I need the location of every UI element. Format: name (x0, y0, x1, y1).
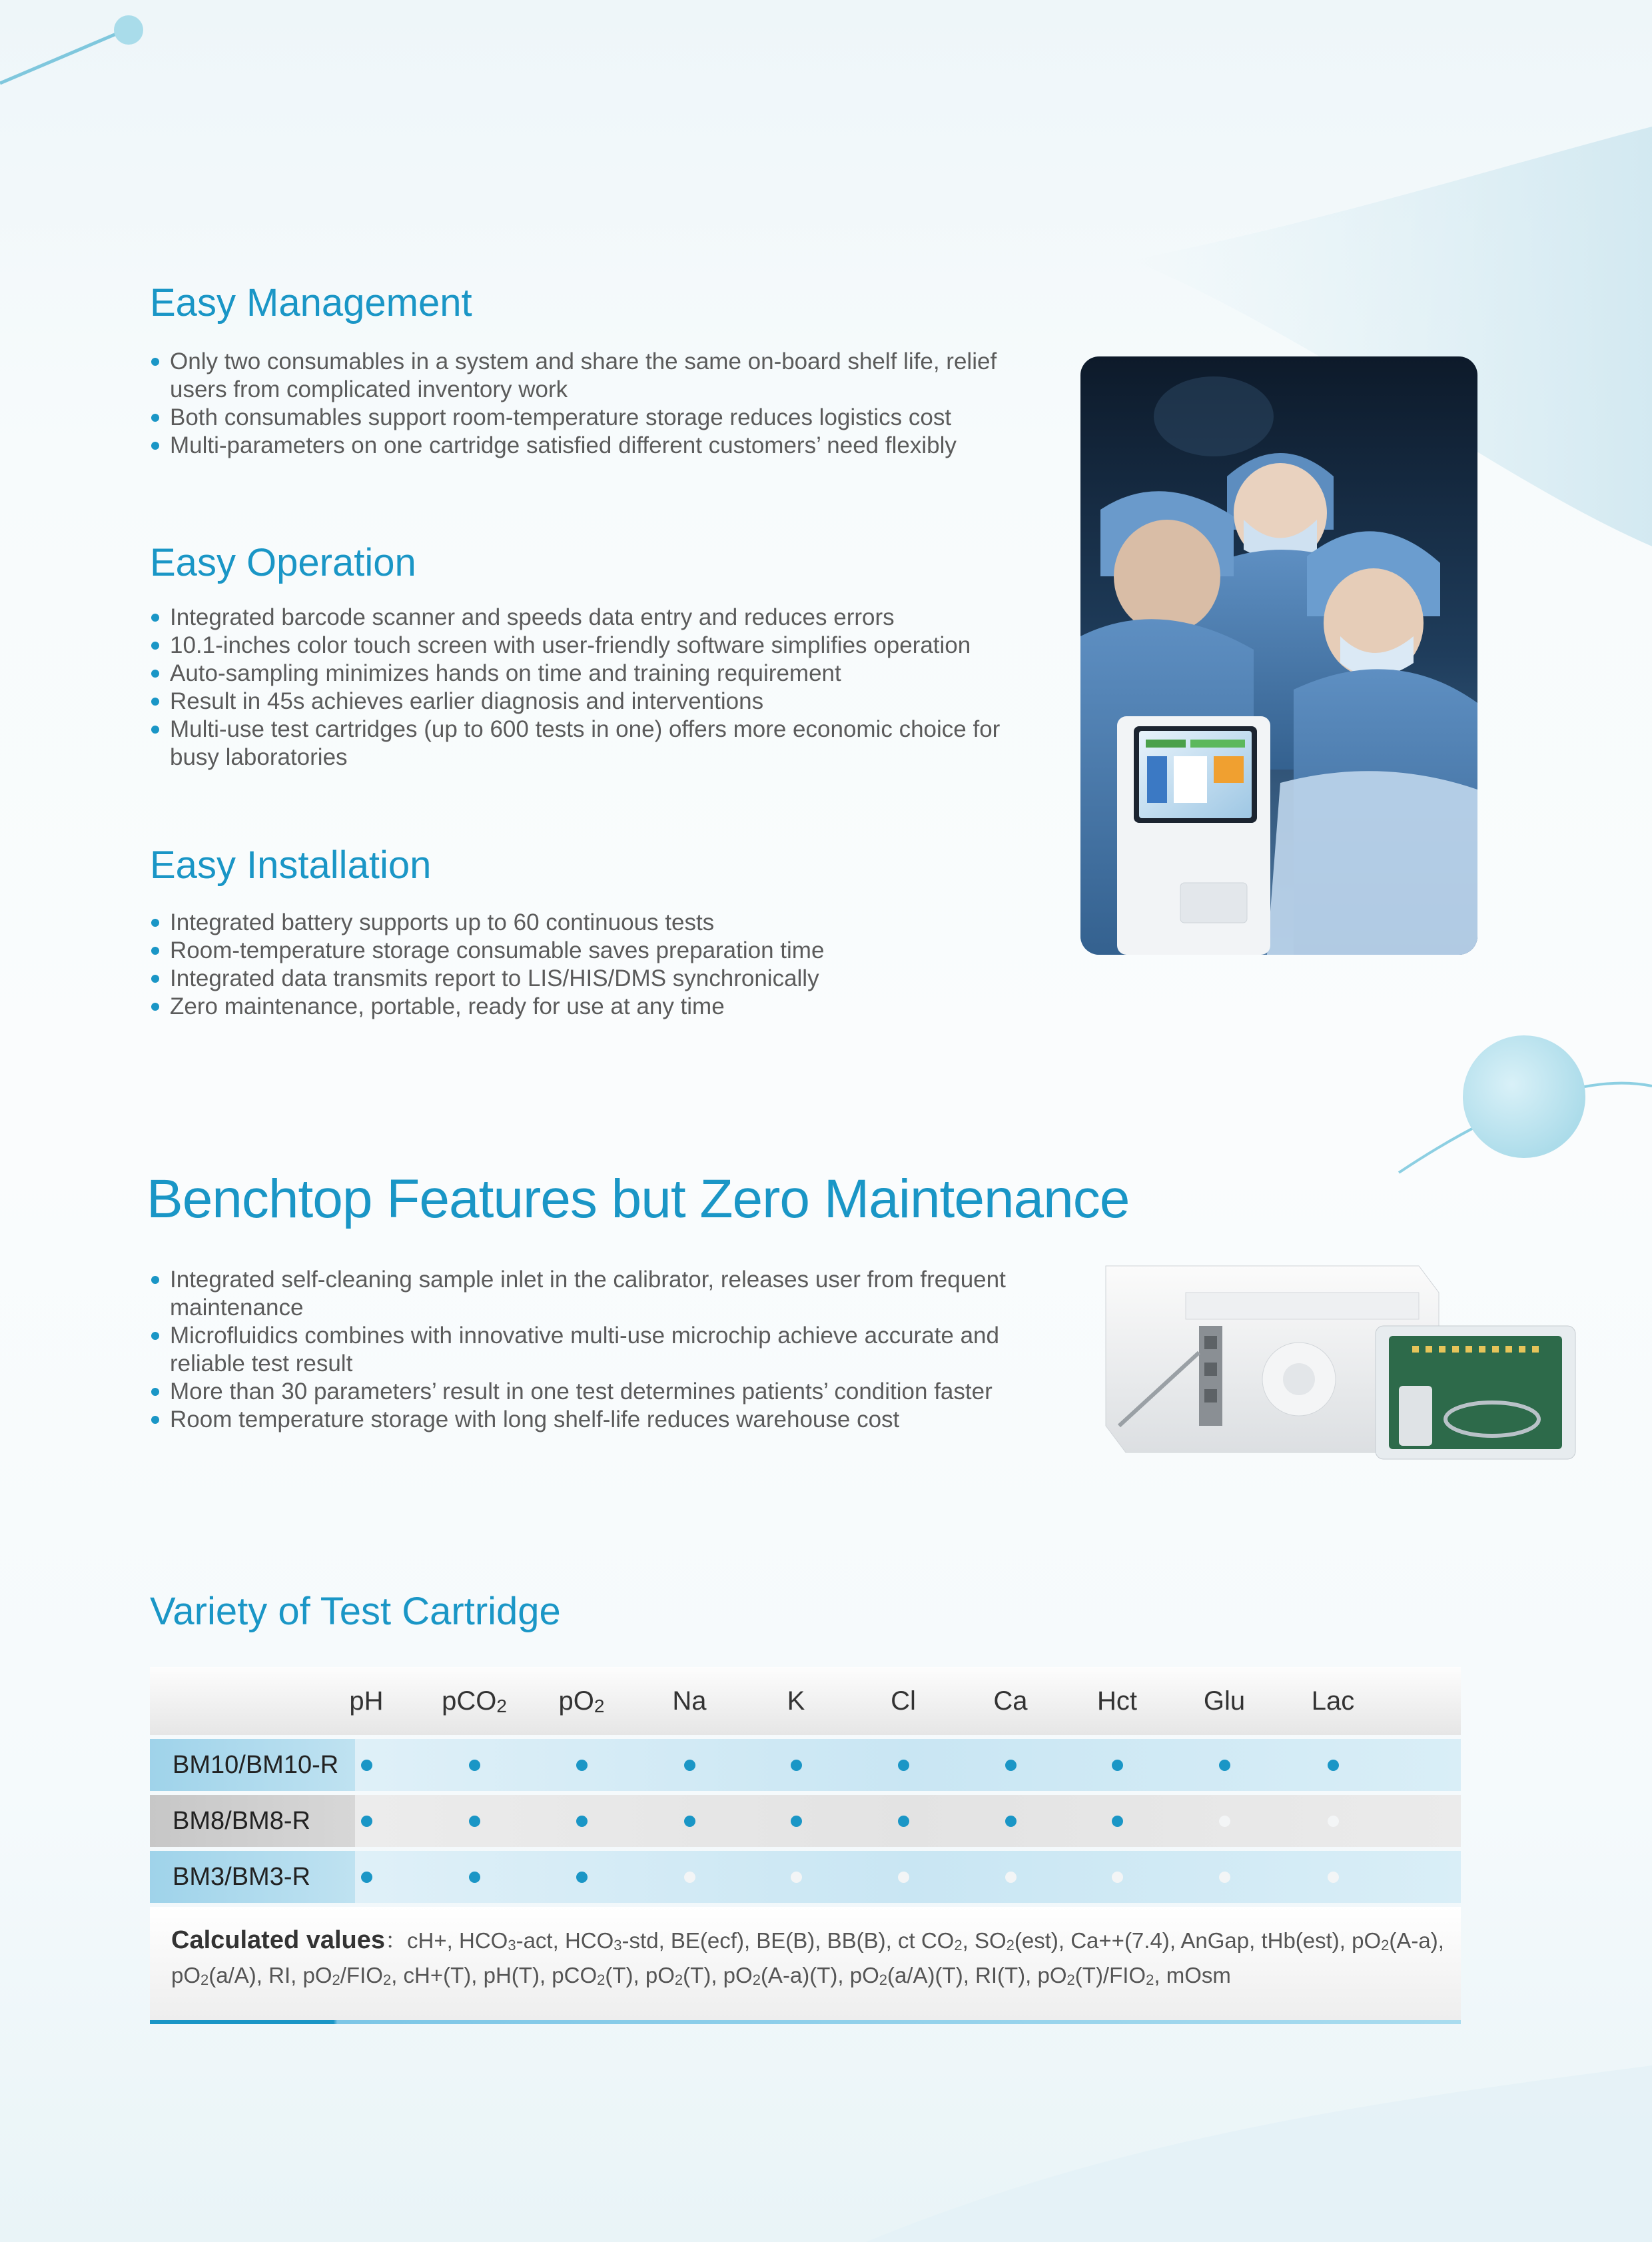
table-row (150, 1795, 1461, 1847)
calculated-value-subscript: 2 (752, 1971, 761, 1988)
calculated-value (552, 1963, 633, 1987)
list-item: Integrated battery supports up to 60 continuous tests (150, 909, 1042, 937)
calculated-value-text: RI(T) (975, 1963, 1026, 1987)
column-header-label: pCO (442, 1686, 497, 1716)
supported-dot (1112, 1760, 1123, 1771)
supported-dot (576, 1760, 588, 1771)
calculated-value-subscript: 2 (1006, 1937, 1015, 1954)
calculated-value (975, 1928, 1058, 1953)
calculated-value-text: RI (268, 1963, 291, 1987)
column-header-subscript: 2 (594, 1696, 605, 1716)
column-header-label: Ca (993, 1686, 1028, 1716)
surgeons-illustration (1080, 356, 1477, 955)
calculated-value-text: pO (645, 1963, 675, 1987)
calculated-value (1261, 1928, 1339, 1953)
calculated-value-text: (A-a) (1389, 1928, 1438, 1953)
calculated-value (756, 1928, 815, 1953)
calculated-value-text: pO (302, 1963, 332, 1987)
easy-installation-heading: Easy Installation (150, 843, 432, 887)
calculated-value (171, 1963, 256, 1987)
calculated-value (898, 1928, 963, 1953)
easy-management-heading: Easy Management (150, 281, 472, 324)
supported-dot (576, 1816, 588, 1827)
supported-dot (1219, 1760, 1230, 1771)
calculated-value-text: HCO (459, 1928, 508, 1953)
calculated-value-subscript: 2 (674, 1971, 683, 1988)
supported-dot (684, 1816, 695, 1827)
column-header (1188, 1667, 1261, 1735)
easy-operation-list (150, 604, 1042, 772)
column-header (759, 1667, 833, 1735)
supported-dot (576, 1872, 588, 1883)
calculated-value (671, 1928, 744, 1953)
column-header (653, 1667, 726, 1735)
test-cartridge-heading: Variety of Test Cartridge (150, 1590, 561, 1633)
supported-dot (469, 1760, 480, 1771)
unsupported-dot (791, 1872, 802, 1883)
calculated-value-text: SO (974, 1928, 1007, 1953)
supported-dot (469, 1872, 480, 1883)
unsupported-dot (684, 1872, 695, 1883)
calculated-value-text: (est) (1014, 1928, 1058, 1953)
calculated-values-separator: ： (385, 1928, 408, 1953)
calculated-value-text: HCO (564, 1928, 614, 1953)
column-header (1080, 1667, 1154, 1735)
calculated-value-text: BE(B) (756, 1928, 815, 1953)
calculated-value (723, 1963, 838, 1987)
supported-dot (684, 1760, 695, 1771)
list-item: More than 30 parameters’ result in one test determines patients’ condition faster (150, 1378, 1076, 1406)
unsupported-dot (1219, 1872, 1230, 1883)
column-header (545, 1667, 618, 1735)
calculated-value-text: Ca++(7.4) (1070, 1928, 1170, 1953)
calibrator-cartridge-illustration (1099, 1253, 1579, 1466)
calculated-values (150, 1907, 1461, 2020)
easy-installation-list (150, 909, 1042, 1021)
calculated-value-text: cH+ (407, 1928, 447, 1953)
calculated-value (1070, 1928, 1170, 1953)
calculated-value-text: pO (1037, 1963, 1067, 1987)
list-item: Room temperature storage with long shelf-life reduces warehouse cost (150, 1406, 1076, 1434)
list-item: Result in 45s achieves earlier diagnosis and interventions (150, 688, 1042, 716)
easy-operation-heading: Easy Operation (150, 541, 416, 584)
calculated-value-text: BE(ecf) (670, 1928, 744, 1953)
table-row (150, 1739, 1461, 1791)
list-item: Integrated self-cleaning sample inlet in the calibrator, releases user from frequent maintenance (150, 1266, 1076, 1322)
supported-dot (361, 1816, 372, 1827)
unsupported-dot (898, 1872, 909, 1883)
calculated-value-text: pO (1352, 1928, 1382, 1953)
column-header-label: Glu (1203, 1686, 1246, 1716)
column-header-label: Lac (1311, 1686, 1355, 1716)
supported-dot (791, 1760, 802, 1771)
column-header (438, 1667, 511, 1735)
calculated-value-text: mOsm (1166, 1963, 1231, 1987)
list-item: Microfluidics combines with innovative multi-use microchip achieve accurate and reliable test result (150, 1322, 1076, 1378)
column-header-subscript: 2 (496, 1696, 507, 1716)
table-bottom-bar (150, 2020, 1461, 2024)
calculated-value-subscript: 2 (1381, 1937, 1390, 1954)
column-header-label: Hct (1097, 1686, 1137, 1716)
calculated-value (1352, 1928, 1438, 1953)
calculated-values-label: Calculated values (171, 1926, 386, 1954)
list-item: Auto-sampling minimizes hands on time and training requirement (150, 660, 1042, 688)
calculated-value-text: ct CO (898, 1928, 955, 1953)
calculated-value (302, 1963, 391, 1987)
surgery-photo (1080, 356, 1477, 955)
calculated-value (827, 1928, 886, 1953)
calculated-value-text: (T) (683, 1963, 711, 1987)
list-item: Room-temperature storage consumable saves preparation time (150, 937, 1042, 965)
list-item: Only two consumables in a system and share the same on-board shelf life, relief users from complicated inventory work (150, 348, 1042, 404)
calculated-value-text: -act (516, 1928, 553, 1953)
supported-dot (361, 1872, 372, 1883)
calculated-value (484, 1963, 540, 1987)
supported-dot (898, 1816, 909, 1827)
calculated-value-text: (T) (605, 1963, 633, 1987)
calculated-value (1166, 1963, 1231, 1987)
table-row (150, 1851, 1461, 1903)
benchtop-feature-list (150, 1266, 1076, 1434)
calculated-value-subscript: 2 (879, 1971, 888, 1988)
calculated-value-subscript: 3 (614, 1937, 622, 1954)
list-item: Integrated barcode scanner and speeds data entry and reduces errors (150, 604, 1042, 632)
supported-dot (1005, 1760, 1017, 1771)
calculated-value-text: cH+(T) (403, 1963, 472, 1987)
benchtop-heading: Benchtop Features but Zero Maintenance (147, 1169, 1130, 1229)
row-cells (355, 1739, 1461, 1791)
supported-dot (898, 1760, 909, 1771)
column-header (330, 1667, 403, 1735)
list-item: Multi-use test cartridges (up to 600 tests in one) offers more economic choice for busy laboratories (150, 716, 1042, 772)
supported-dot (361, 1760, 372, 1771)
calculated-value (850, 1963, 963, 1987)
calculated-value-text: -std (621, 1928, 659, 1953)
calculated-value-text: pO (723, 1963, 753, 1987)
column-header (867, 1667, 940, 1735)
calculated-values-list: cH+, $HCO_3$-act, $HCO_3$-std, BE(ecf), BE(B), BB(B), ct $CO_2$, $SO_2(est)$, Ca++(7.4), AnGap, tHb(est), $pO_2(A-a)$, $pO_2(a/A)$, RI, $pO_2/FIO_2$, cH+(T), pH(T), pCO$_2$(T), $pO_2(T)$, $pO_2(A-a)(T)$, $pO_2(a/A)(T)$, RI(T), $pO_2(T)/FIO_2$, mOsm (171, 1928, 1444, 1988)
column-header-label: pH (349, 1686, 384, 1716)
supported-dot (469, 1816, 480, 1827)
calculated-value (407, 1928, 447, 1953)
calculated-value-text: (T)/FIO (1074, 1963, 1146, 1987)
row-label: BM10/BM10-R (150, 1739, 355, 1791)
column-header-label: pO (558, 1686, 594, 1716)
easy-management-list (150, 348, 1042, 460)
calculated-value-subscript: 2 (597, 1971, 606, 1988)
calculated-value-text: /FIO (340, 1963, 383, 1987)
calculated-value (1038, 1963, 1154, 1987)
calculated-value (404, 1963, 472, 1987)
calculated-value-text: AnGap (1180, 1928, 1250, 1953)
calculated-value-text: pO (171, 1963, 201, 1987)
calculated-value (645, 1963, 711, 1987)
calculated-value-subscript: 3 (508, 1937, 516, 1954)
calculated-value-text: pH(T) (483, 1963, 540, 1987)
column-header (1296, 1667, 1370, 1735)
unsupported-dot (1219, 1816, 1230, 1827)
calculated-value-text: (a/A)(T) (887, 1963, 963, 1987)
test-cartridge-table (150, 1667, 1461, 2024)
calculated-value-text: (A-a)(T) (760, 1963, 838, 1987)
column-header-label: K (787, 1686, 805, 1716)
device-photo (1099, 1253, 1579, 1466)
supported-dot (1328, 1760, 1339, 1771)
calculated-value (1180, 1928, 1249, 1953)
list-item: 10.1-inches color touch screen with user-friendly software simplifies operation (150, 632, 1042, 660)
row-label: BM3/BM3-R (150, 1851, 355, 1903)
table-header (150, 1667, 1461, 1735)
row-cells (355, 1795, 1461, 1847)
calculated-value-subscript: 2 (1066, 1971, 1075, 1988)
unsupported-dot (1328, 1872, 1339, 1883)
list-item: Both consumables support room-temperature storage reduces logistics cost (150, 404, 1042, 432)
calculated-value (268, 1963, 290, 1987)
unsupported-dot (1328, 1816, 1339, 1827)
list-item: Integrated data transmits report to LIS/HIS/DMS synchronically (150, 965, 1042, 993)
calculated-value (975, 1963, 1025, 1987)
calculated-value (565, 1928, 659, 1953)
unsupported-dot (1112, 1872, 1123, 1883)
supported-dot (1005, 1816, 1017, 1827)
unsupported-dot (1005, 1872, 1017, 1883)
column-header (974, 1667, 1047, 1735)
calculated-value-subscript: 2 (1146, 1971, 1154, 1988)
row-cells (355, 1851, 1461, 1903)
calculated-value-subscript: 2 (201, 1971, 209, 1988)
calculated-value-text: tHb(est) (1261, 1928, 1340, 1953)
supported-dot (791, 1816, 802, 1827)
calculated-value-text: pCO (552, 1963, 598, 1987)
supported-dot (1112, 1816, 1123, 1827)
calculated-value-text: pO (849, 1963, 879, 1987)
calculated-value-subscript: 2 (332, 1971, 340, 1988)
calculated-value-subscript: 2 (954, 1937, 963, 1954)
list-item: Multi-parameters on one cartridge satisfied different customers’ need flexibly (150, 432, 1042, 460)
column-header-label: Na (672, 1686, 707, 1716)
calculated-value-subscript: 2 (382, 1971, 392, 1988)
calculated-value-text: BB(B) (827, 1928, 886, 1953)
list-item: Zero maintenance, portable, ready for use at any time (150, 993, 1042, 1021)
column-header-label: Cl (891, 1686, 916, 1716)
calculated-value-text: (a/A) (208, 1963, 256, 1987)
row-label: BM8/BM8-R (150, 1795, 355, 1847)
calculated-value (459, 1928, 553, 1953)
